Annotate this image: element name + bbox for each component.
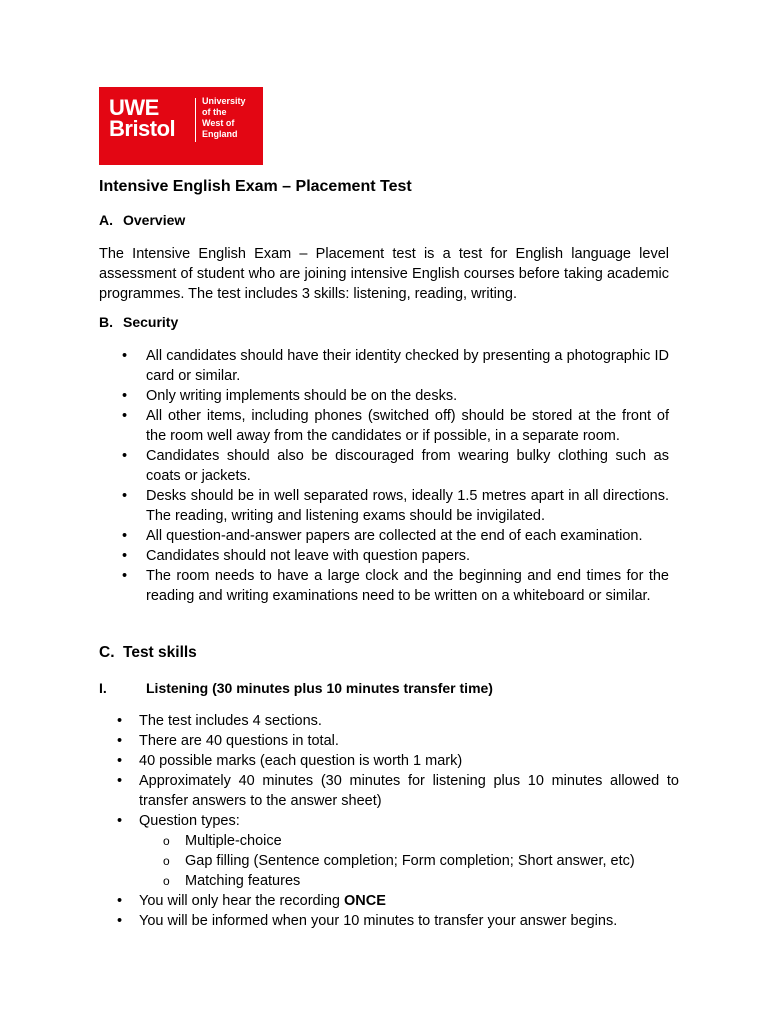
- logo-small-line: West of: [202, 118, 235, 128]
- list-item-recording: [139, 891, 679, 911]
- logo-small-line: University: [202, 96, 246, 106]
- overview-heading: [99, 212, 185, 228]
- recording-text: You will only hear the recording: [139, 893, 345, 909]
- logo-small-line: of the: [202, 107, 227, 117]
- section-heading-text: Test skills: [123, 644, 197, 661]
- list-item: • There are 40 questions in total.: [139, 731, 679, 751]
- recording-emphasis: ONCE: [344, 893, 386, 909]
- section-label: A.: [99, 212, 113, 228]
- section-heading-text: Security: [123, 314, 179, 330]
- list-item: • Approximately 40 minutes (30 minutes for listening plus 10 minutes allowed to transfer answers to the answer sheet): [139, 771, 679, 811]
- list-item: • Candidates should also be discouraged from wearing bulky clothing such as coats or jackets.: [146, 446, 669, 486]
- logo-small-line: England: [202, 129, 238, 139]
- subsection-heading-text: Listening (30 minutes plus 10 minutes transfer time): [146, 680, 493, 696]
- overview-paragraph: The Intensive English Exam – Placement test is a test for English language level assessment of student who are joining intensive English courses before taking academic programmes. The test includes 3 skills: listening, reading, writing.: [99, 246, 669, 302]
- list-item: • All other items, including phones (switched off) should be stored at the front of the room well away from the candidates or if possible, in a separate room.: [146, 406, 669, 446]
- subsection-label: I.: [99, 680, 107, 696]
- security-heading: [99, 314, 178, 330]
- list-item: • Only writing implements should be on the desks.: [146, 386, 669, 406]
- test-skills-heading: [99, 644, 197, 662]
- sub-list-item: o Gap filling (Sentence completion; Form completion; Short answer, etc): [185, 851, 679, 871]
- listening-list: [139, 711, 679, 931]
- logo-text-uwe: UWE: [109, 95, 159, 120]
- list-item: • All candidates should have their identity checked by presenting a photographic ID card or similar.: [146, 346, 669, 386]
- sub-list-item: o Multiple-choice: [185, 831, 679, 851]
- question-types-list: [139, 831, 679, 891]
- list-item: • The test includes 4 sections.: [139, 711, 679, 731]
- list-item: • Candidates should not leave with question papers.: [146, 546, 669, 566]
- list-item: • You will be informed when your 10 minutes to transfer your answer begins.: [139, 911, 679, 931]
- security-list: [146, 346, 669, 606]
- list-item: • 40 possible marks (each question is worth 1 mark): [139, 751, 679, 771]
- list-item: • Desks should be in well separated rows, ideally 1.5 metres apart in all directions. The reading, writing and listening exams should be invigilated.: [146, 486, 669, 526]
- list-item: • All question-and-answer papers are collected at the end of each examination.: [146, 526, 669, 546]
- list-item-question-types: [139, 811, 679, 891]
- section-label: C.: [99, 644, 115, 661]
- section-label: B.: [99, 314, 113, 330]
- document-title: Intensive English Exam – Placement Test: [99, 178, 412, 195]
- sub-list-item: o Matching features: [185, 871, 679, 891]
- list-item: • The room needs to have a large clock and the beginning and end times for the reading and writing examinations need to be written on a whiteboard or similar.: [146, 566, 669, 606]
- question-types-label: Question types:: [139, 813, 240, 829]
- uwe-bristol-logo: [99, 87, 263, 165]
- logo-divider: [195, 98, 196, 142]
- listening-heading: [99, 680, 493, 696]
- section-heading-text: Overview: [123, 212, 186, 228]
- logo-text-bristol: Bristol: [109, 116, 176, 141]
